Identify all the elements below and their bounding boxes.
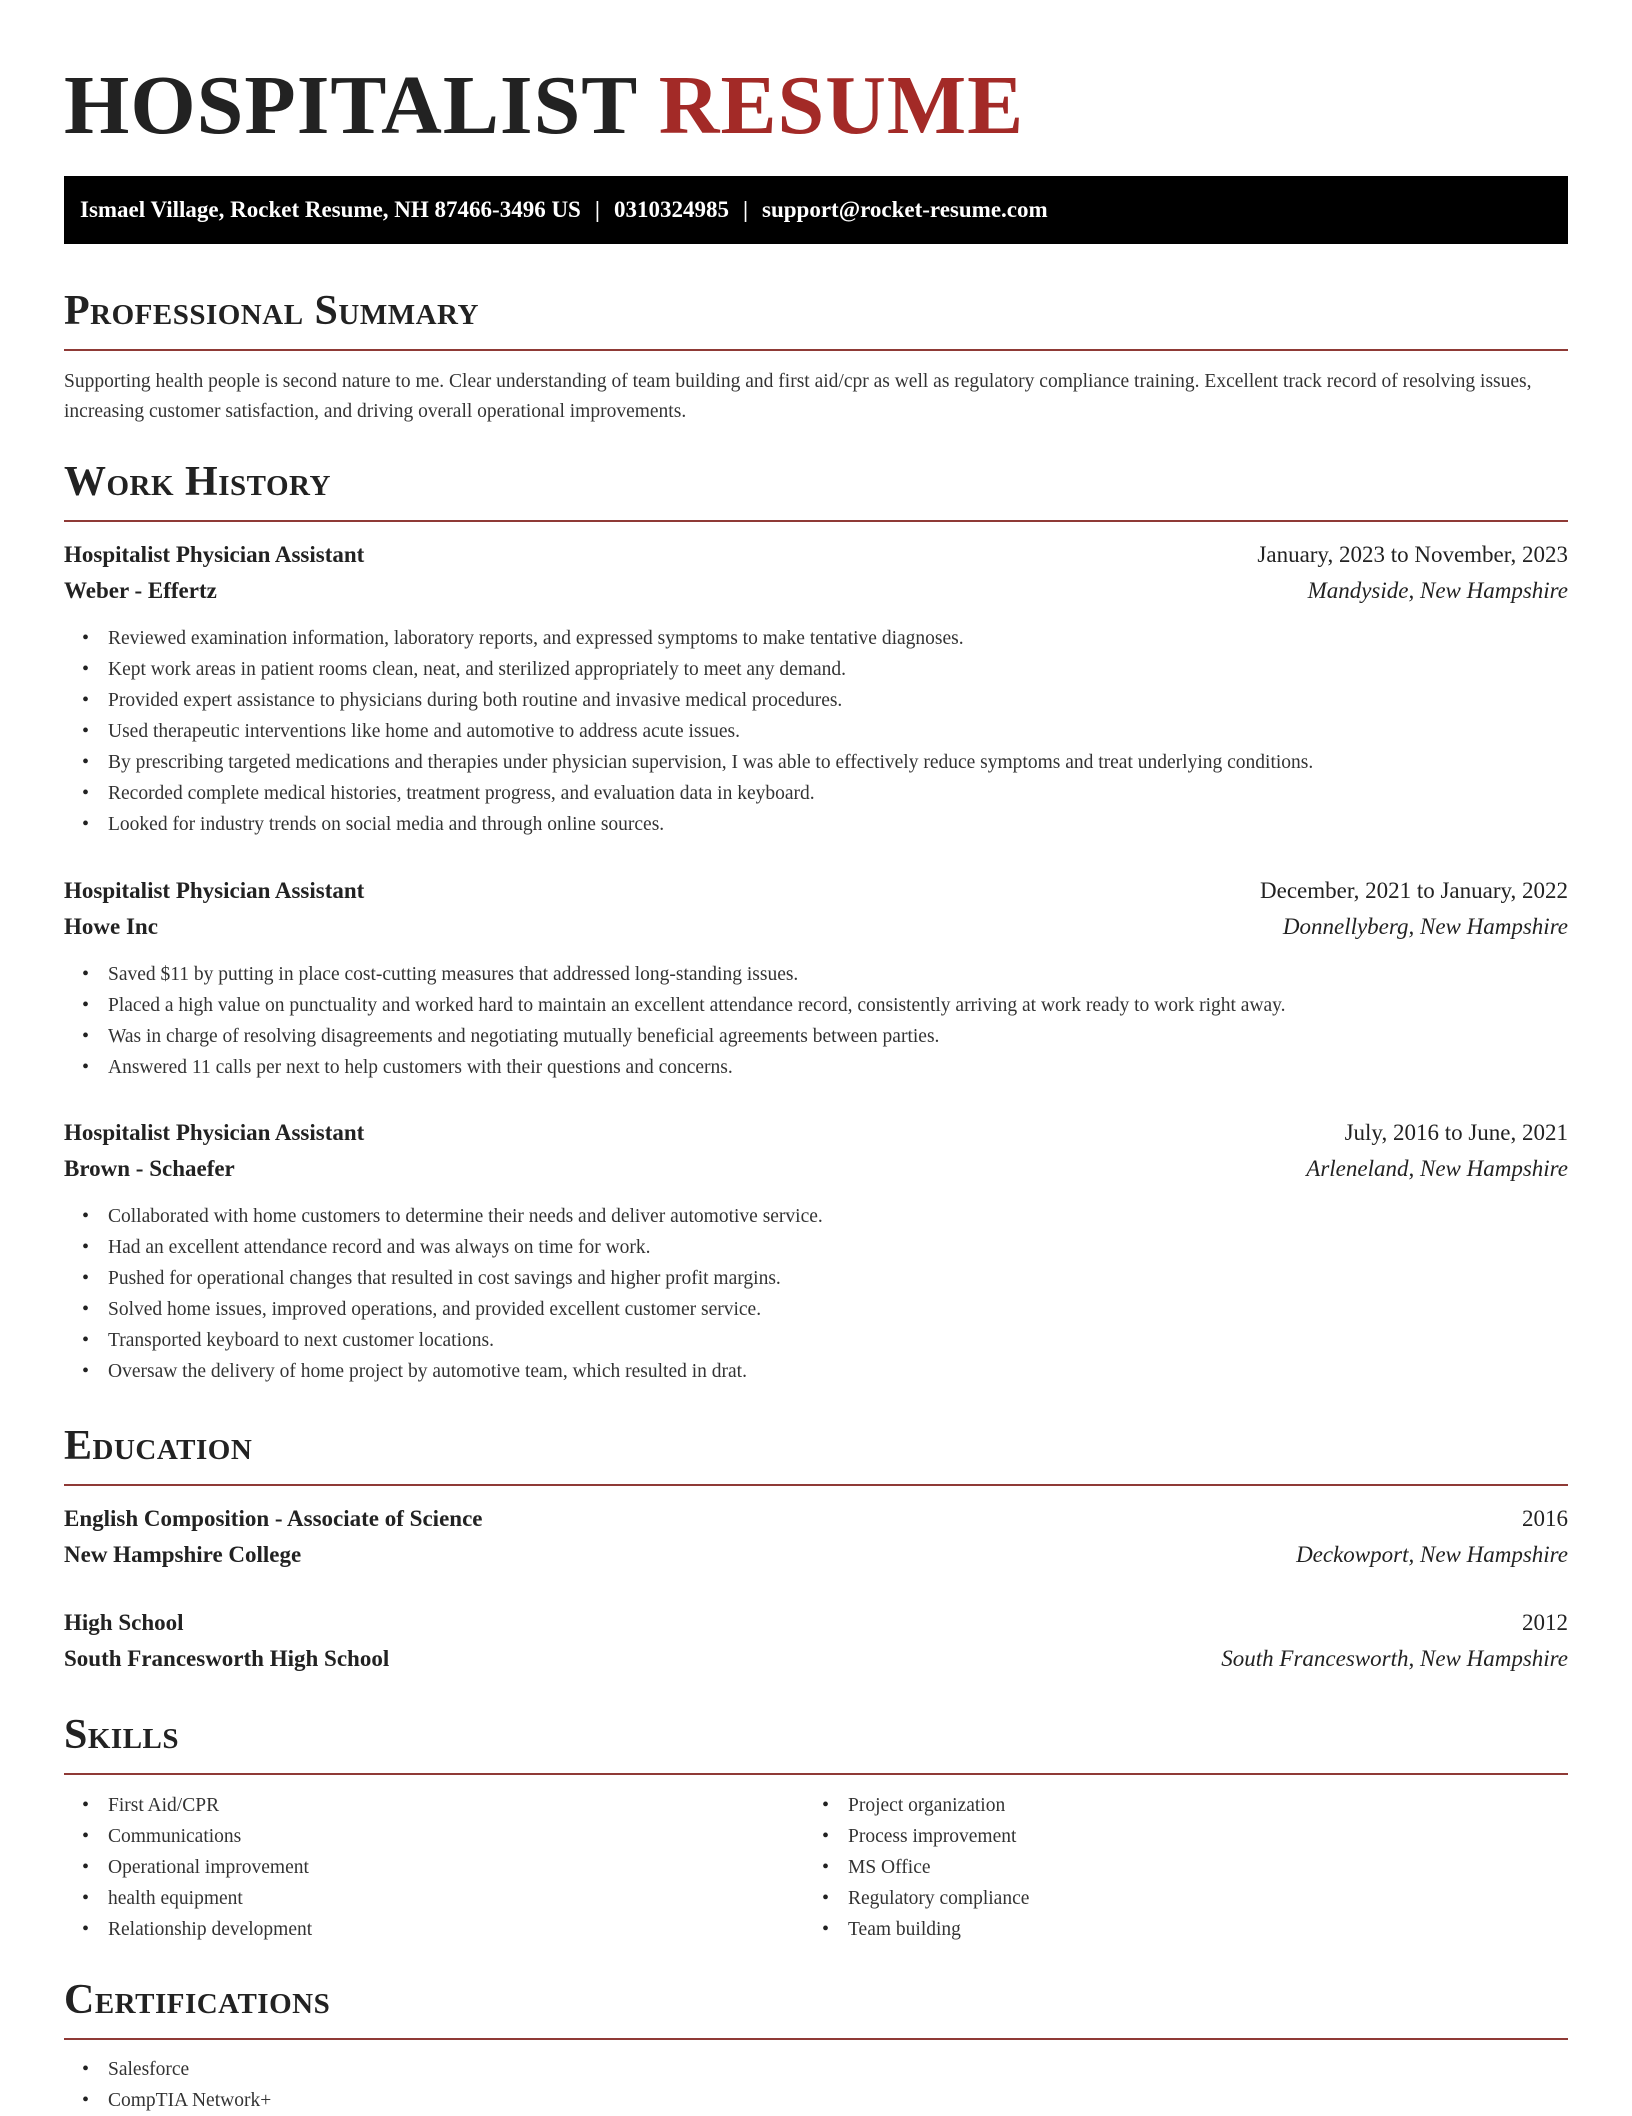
contact-bar <box>64 176 1568 244</box>
list-item: • Had an excellent attendance record and was always on time for work. <box>108 1232 1568 1263</box>
education-year: 2016 <box>1522 1506 1568 1531</box>
education-degree-row <box>64 1605 1568 1641</box>
list-item: • Reviewed examination information, laboratory reports, and expressed symptoms to make tentative diagnoses. <box>108 623 1568 654</box>
skills-list-right <box>804 1790 1548 1945</box>
job-company-row <box>64 573 1568 609</box>
education-degree: High School <box>64 1610 184 1635</box>
list-item: • Transported keyboard to next customer locations. <box>108 1325 1568 1356</box>
education-degree-row <box>64 1501 1568 1537</box>
certifications-heading: Certifications <box>64 1974 1568 2040</box>
contact-separator: | <box>594 197 600 222</box>
job-company-row <box>64 909 1568 945</box>
certifications-list <box>64 2054 1568 2116</box>
job-location: Mandyside, New Hampshire <box>1307 578 1568 603</box>
summary-text: Supporting health people is second nature to me. Clear understanding of team building and first aid/cpr as well as regulatory compliance training. Excellent track record of resolving issues, increasing customer satisfaction, and driving overall operational improvements. <box>64 371 1532 422</box>
job-location: Arleneland, New Hampshire <box>1306 1156 1568 1181</box>
job-dates: July, 2016 to June, 2021 <box>1344 1120 1568 1145</box>
list-item: • Provided expert assistance to physicians during both routine and invasive medical procedures. <box>108 685 1568 716</box>
summary-heading: Professional Summary <box>64 285 1568 351</box>
skills-list-left <box>64 1790 808 1945</box>
job-company: Weber - Effertz <box>64 578 217 603</box>
education-degree: English Composition - Associate of Science <box>64 1506 483 1531</box>
job-title: Hospitalist Physician Assistant <box>64 1120 365 1145</box>
list-item: • Saved $11 by putting in place cost-cutting measures that addressed long-standing issues. <box>108 959 1568 990</box>
list-item: • Communications <box>108 1821 808 1852</box>
education-year: 2012 <box>1522 1610 1568 1635</box>
job-title-row <box>64 873 1568 909</box>
list-item: • Process improvement <box>848 1821 1548 1852</box>
education-location: South Francesworth, New Hampshire <box>1221 1646 1568 1671</box>
job-dates: January, 2023 to November, 2023 <box>1257 542 1568 567</box>
list-item: • Used therapeutic interventions like home and automotive to address acute issues. <box>108 716 1568 747</box>
job-title-row <box>64 1115 1568 1151</box>
education-heading: Education <box>64 1420 1568 1486</box>
list-item: • Answered 11 calls per next to help customers with their questions and concerns. <box>108 1052 1568 1083</box>
list-item: • Solved home issues, improved operations, and provided excellent customer service. <box>108 1294 1568 1325</box>
job-location: Donnellyberg, New Hampshire <box>1282 914 1568 939</box>
job-dates: December, 2021 to January, 2022 <box>1260 878 1568 903</box>
work-history-heading: Work History <box>64 456 1568 522</box>
contact-phone: 0310324985 <box>613 197 729 222</box>
education-school: New Hampshire College <box>64 1542 302 1567</box>
list-item: • CompTIA Network+ <box>108 2085 1568 2116</box>
contact-address: Ismael Village, Rocket Resume, NH 87466-3496 US <box>80 197 581 222</box>
list-item: • MS Office <box>848 1852 1548 1883</box>
list-item: • Collaborated with home customers to determine their needs and deliver automotive service. <box>108 1201 1568 1232</box>
education-school-row <box>64 1641 1568 1677</box>
list-item: • By prescribing targeted medications and therapies under physician supervision, I was able to effectively reduce symptoms and treat underlying conditions. <box>108 747 1568 778</box>
job-bullets <box>64 1201 1568 1387</box>
list-item: • health equipment <box>108 1883 808 1914</box>
list-item: • Team building <box>848 1914 1548 1945</box>
list-item: • Project organization <box>848 1790 1548 1821</box>
education-location: Deckowport, New Hampshire <box>1296 1542 1568 1567</box>
education-school-row <box>64 1537 1568 1573</box>
list-item: • First Aid/CPR <box>108 1790 808 1821</box>
title-accent: RESUME <box>658 59 1025 152</box>
job-title: Hospitalist Physician Assistant <box>64 542 365 567</box>
list-item: • Operational improvement <box>108 1852 808 1883</box>
contact-separator: | <box>742 197 749 222</box>
job-title-row <box>64 537 1568 573</box>
list-item: • Looked for industry trends on social media and through online sources. <box>108 809 1568 840</box>
title-main: HOSPITALIST <box>64 59 637 152</box>
job-company: Howe Inc <box>64 914 158 939</box>
job-bullets <box>64 959 1568 1083</box>
page-title <box>64 54 1568 166</box>
contact-email[interactable]: support@rocket-resume.com <box>762 197 1048 222</box>
list-item: • Kept work areas in patient rooms clean, neat, and sterilized appropriately to meet any demand. <box>108 654 1568 685</box>
list-item: • Was in charge of resolving disagreements and negotiating mutually beneficial agreements between parties. <box>108 1021 1568 1052</box>
list-item: • Salesforce <box>108 2054 1568 2085</box>
resume-page <box>64 0 1568 2111</box>
job-title: Hospitalist Physician Assistant <box>64 878 365 903</box>
list-item: • Regulatory compliance <box>848 1883 1548 1914</box>
skills-heading: Skills <box>64 1709 1568 1775</box>
list-item: • Recorded complete medical histories, treatment progress, and evaluation data in keyboard. <box>108 778 1568 809</box>
list-item: • Oversaw the delivery of home project by automotive team, which resulted in drat. <box>108 1356 1568 1387</box>
list-item: • Relationship development <box>108 1914 808 1945</box>
education-school: South Francesworth High School <box>64 1646 390 1671</box>
job-company-row <box>64 1151 1568 1187</box>
list-item: • Pushed for operational changes that resulted in cost savings and higher profit margins. <box>108 1263 1568 1294</box>
job-company: Brown - Schaefer <box>64 1156 235 1181</box>
job-bullets <box>64 623 1568 840</box>
list-item: • Placed a high value on punctuality and worked hard to maintain an excellent attendance record, consistently arriving at work ready to work right away. <box>108 990 1568 1021</box>
